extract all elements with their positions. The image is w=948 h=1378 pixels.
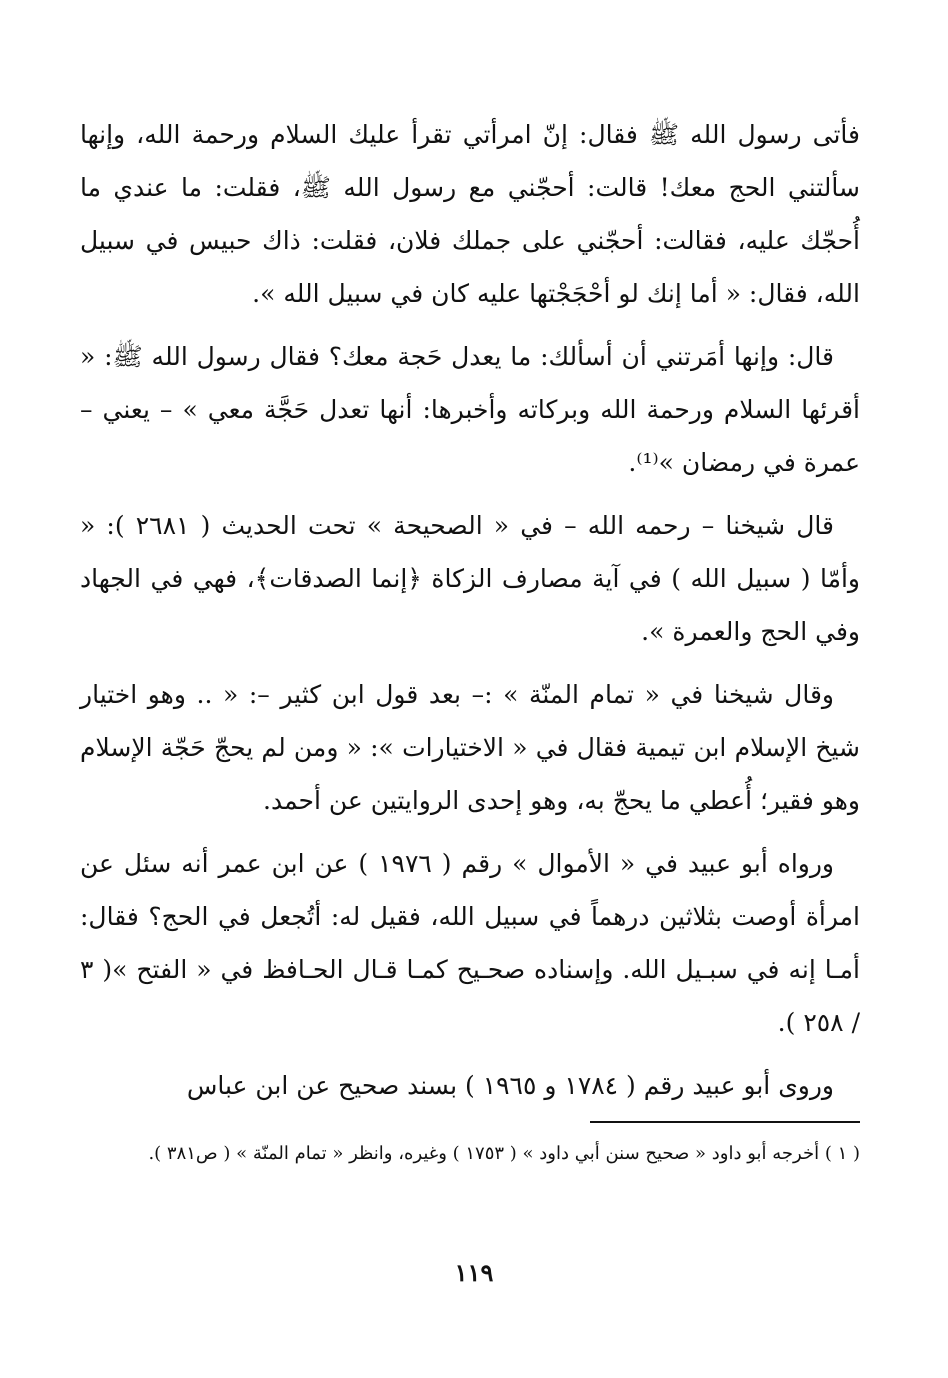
main-text bbox=[80, 108, 860, 1122]
footnote-divider bbox=[590, 1121, 860, 1123]
footnote: ( ١ ) أخرجه أبو داود « صحيح سنن أبي داود » ( ١٧٥٣ ) وغيره، وانظر « تمام المنّة » ( ص٣٨١ ). bbox=[148, 1143, 860, 1164]
paragraph-1: فأتى رسول الله ﷺ فقال: إنّ امرأتي تقرأ عليك السلام ورحمة الله، وإنها سألتني الحج معك! قالت: أحجّني مع رسول الله ﷺ، فقلت: ما عندي ما أُحجّك عليه، فقالت: أحجّني على جملك فلان، فقلت: ذاك حبيس في سبيل الله، فقال: « أما إنك لو أحْجَجْتها عليه كان في سبيل الله ». bbox=[80, 120, 860, 308]
paragraph-5: ورواه أبو عبيد في « الأموال » رقم ( ١٩٧٦ ) عن ابن عمر أنه سئل عن امرأة أوصت بثلاثين درهماً في سبيل الله، فقيل له: أتُجعل في الحج؟ فقال: أمـا إنه في سبـيل الله. وإسناده صحـيح كمـا قـال الحـافظ في « الفتح »( ٣ / ٢٥٨ ). bbox=[80, 849, 860, 1037]
paragraph-2: قال: وإنها أمَرتني أن أسألك: ما يعدل حَجة معك؟ فقال رسول الله ﷺ: « أقرئها السلام ورحمة الله وبركاته وأخبرها: أنها تعدل حَجَّة معي » – يعني – عمرة في رمضان »⁽¹⁾. bbox=[80, 342, 861, 477]
paragraph-3: قال شيخنا – رحمه الله – في « الصحيحة » تحت الحديث ( ٢٦٨١ ): « وأمّا ( سبيل الله ) في آية مصارف الزكاة ﴿إنما الصدقات﴾، فهي في الجهاد وفي الحج والعمرة ». bbox=[80, 511, 860, 646]
paragraph-4: وقال شيخنا في « تمام المنّة » :– بعد قول ابن كثير –: « .. وهو اختيار شيخ الإسلام ابن تيمية فقال في « الاختيارات »: « ومن لم يحجّ حَجّة الإسلام وهو فقير؛ أُعطي ما يحجّ به، وهو إحدى الروايتين عن أحمد. bbox=[80, 680, 860, 815]
paragraph-6: وروى أبو عبيد رقم ( ١٧٨٤ و ١٩٦٥ ) بسند صحيح عن ابن عباس bbox=[186, 1071, 834, 1100]
page-number: ١١٩ bbox=[454, 1258, 494, 1287]
